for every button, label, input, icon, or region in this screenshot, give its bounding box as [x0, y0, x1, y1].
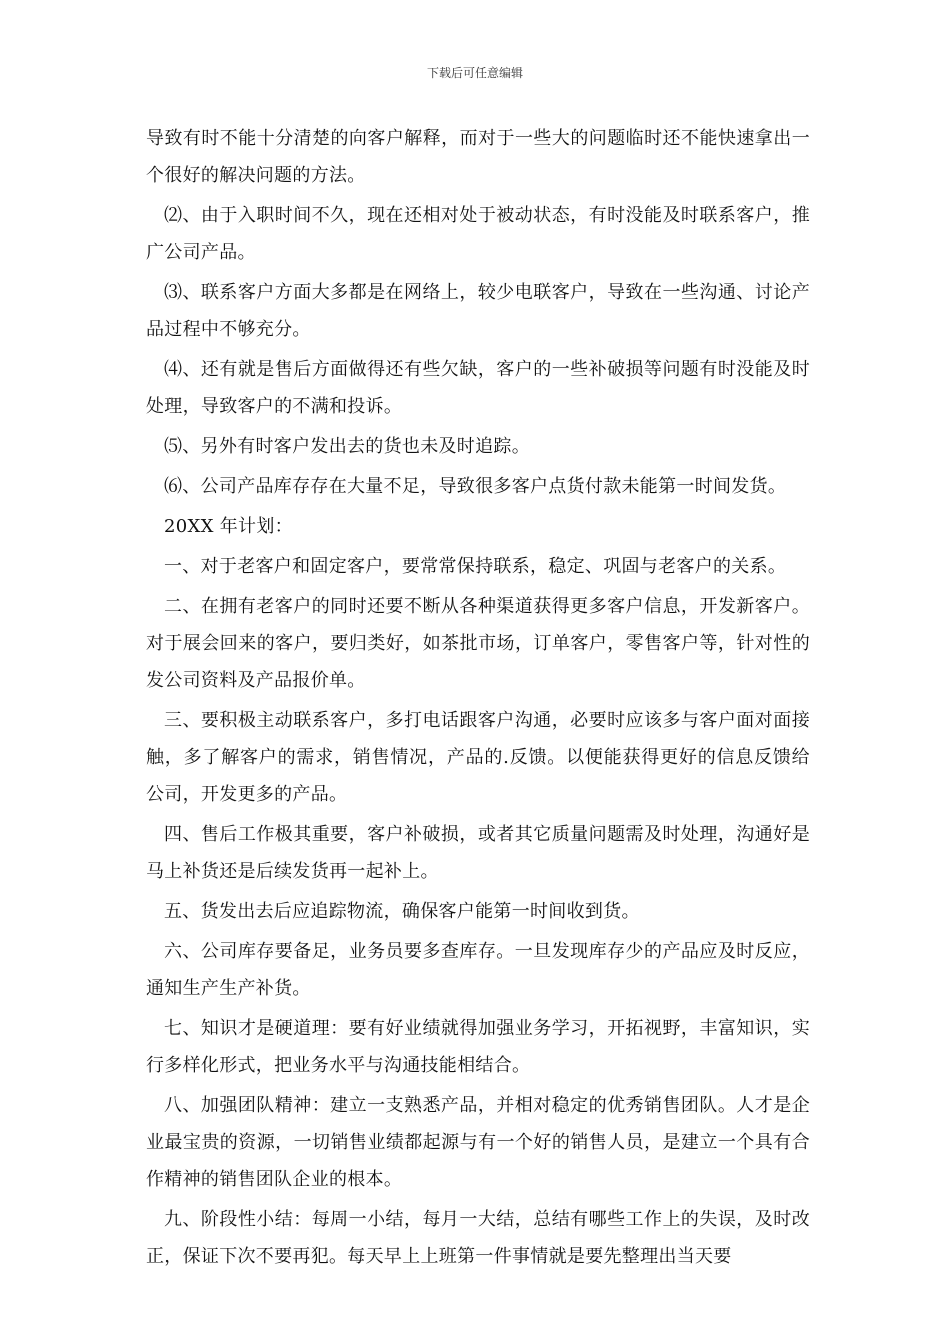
section-heading: 20XX 年计划：: [164, 516, 293, 537]
plan-item: 六、公司库存要备足，业务员要多查库存。一旦发现库存少的产品应及时反应，通知生产生产补货。: [146, 941, 810, 999]
plan-item: 八、加强团队精神：建立一支熟悉产品，并相对稳定的优秀销售团队。人才是企业最宝贵的资源，一切销售业绩都起源与有一个好的销售人员，是建立一个具有合作精神的销售团队企业的根本。: [146, 1095, 810, 1190]
paragraph: ⑵、由于入职时间不久，现在还相对处于被动状态，有时没能及时联系客户，推广公司产品。: [146, 205, 810, 263]
paragraph: 导致有时不能十分清楚的向客户解释，而对于一些大的问题临时还不能快速拿出一个很好的解决问题的方法。: [146, 128, 810, 186]
paragraph: ⑸、另外有时客户发出去的货也未及时追踪。: [164, 436, 530, 457]
plan-item: 五、货发出去后应追踪物流，确保客户能第一时间收到货。: [164, 901, 640, 922]
plan-item: 一、对于老客户和固定客户，要常常保持联系，稳定、巩固与老客户的关系。: [164, 556, 787, 577]
plan-item: 九、阶段性小结：每周一小结，每月一大结，总结有哪些工作上的失误，及时改正，保证下次不要再犯。每天早上上班第一件事情就是要先整理出当天要: [146, 1209, 810, 1267]
plan-item: 七、知识才是硬道理：要有好业绩就得加强业务学习，开拓视野，丰富知识，实行多样化形式，把业务水平与沟通技能相结合。: [146, 1018, 810, 1076]
document-body: [146, 120, 810, 1278]
plan-item: 二、在拥有老客户的同时还要不断从各种渠道获得更多客户信息，开发新客户。对于展会回来的客户，要归类好，如茶批市场，订单客户，零售客户等，针对性的发公司资料及产品报价单。: [146, 596, 810, 691]
paragraph: ⑹、公司产品库存存在大量不足，导致很多客户点货付款未能第一时间发货。: [164, 476, 787, 497]
page-header: 下载后可任意编辑: [426, 66, 523, 80]
paragraph: ⑷、还有就是售后方面做得还有些欠缺，客户的一些补破损等问题有时没能及时处理，导致客户的不满和投诉。: [146, 359, 810, 417]
paragraph: ⑶、联系客户方面大多都是在网络上，较少电联客户，导致在一些沟通、讨论产品过程中不够充分。: [146, 282, 810, 340]
plan-item: 四、售后工作极其重要，客户补破损，或者其它质量问题需及时处理，沟通好是马上补货还是后续发货再一起补上。: [146, 824, 810, 882]
plan-item: 三、要积极主动联系客户，多打电话跟客户沟通，必要时应该多与客户面对面接触，多了解客户的需求，销售情况，产品的.反馈。以便能获得更好的信息反馈给公司，开发更多的产品。: [146, 710, 810, 805]
